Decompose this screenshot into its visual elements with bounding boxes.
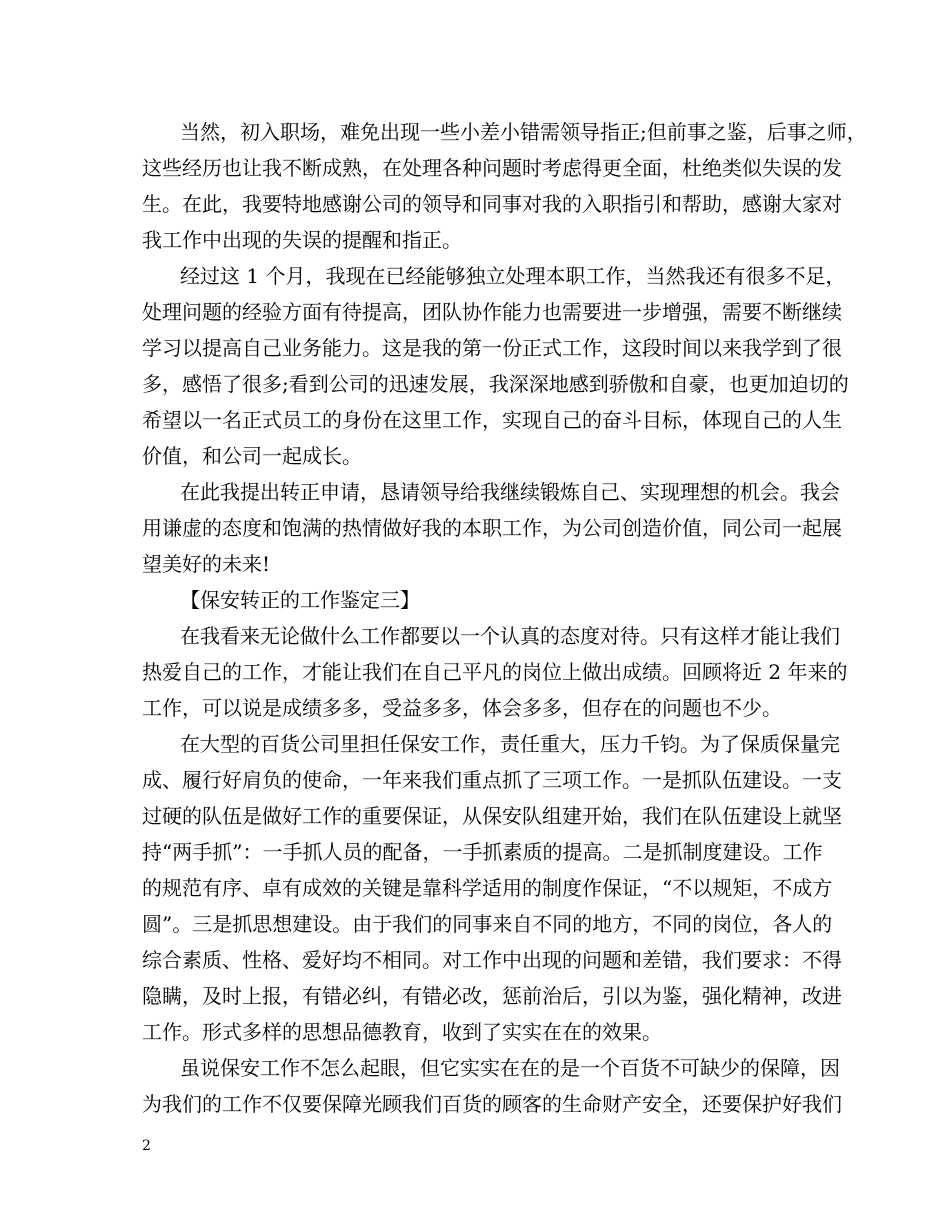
paragraph-line: 用谦虚的态度和饱满的热情做好我的本职工作，为公司创造价值，同公司一起展 bbox=[142, 516, 842, 540]
paragraph-line: 当然，初入职场，难免出现一些小差小错需领导指正;但前事之鉴，后事之师， bbox=[180, 120, 867, 144]
paragraph-line: 生。在此，我要特地感谢公司的领导和同事对我的入职指引和帮助，感谢大家对 bbox=[142, 192, 842, 216]
section-heading: 【保安转正的工作鉴定三】 bbox=[180, 588, 420, 612]
paragraph-line: 多，感悟了很多;看到公司的迅速发展，我深深地感到骄傲和自豪，也更加迫切的 bbox=[142, 372, 849, 396]
paragraph-line: 工作。形式多样的思想品德教育，收到了实实在在的效果。 bbox=[142, 1020, 662, 1044]
paragraph-line: 为我们的工作不仅要保障光顾我们百货的顾客的生命财产安全，还要保护好我们 bbox=[142, 1092, 842, 1116]
paragraph-line: 在我看来无论做什么工作都要以一个认真的态度对待。只有这样才能让我们 bbox=[180, 624, 840, 648]
paragraph-line: 虽说保安工作不怎么起眼，但它实实在在的是一个百货不可缺少的保障，因 bbox=[180, 1056, 840, 1080]
paragraph-line: 这些经历也让我不断成熟，在处理各种问题时考虑得更全面，杜绝类似失误的发 bbox=[142, 156, 842, 180]
paragraph-line: 热爱自己的工作，才能让我们在自己平凡的岗位上做出成绩。回顾将近 2 年来的 bbox=[142, 660, 848, 684]
paragraph-line: 持“两手抓”：一手抓人员的配备，一手抓素质的提高。二是抓制度建设。工作 bbox=[142, 840, 823, 864]
paragraph-line: 在大型的百货公司里担任保安工作，责任重大，压力千钧。为了保质保量完 bbox=[180, 732, 840, 756]
paragraph-line: 圆”。三是抓思想建设。由于我们的同事来自不同的地方，不同的岗位，各人的 bbox=[142, 912, 833, 936]
paragraph-line: 隐瞒，及时上报，有错必纠，有错必改，惩前治后，引以为鉴，强化精神，改进 bbox=[142, 984, 842, 1008]
paragraph-line: 成、履行好肩负的使命，一年来我们重点抓了三项工作。一是抓队伍建设。一支 bbox=[142, 768, 842, 792]
paragraph-line: 学习以提高自己业务能力。这是我的第一份正式工作，这段时间以来我学到了很 bbox=[142, 336, 842, 360]
paragraph-line: 我工作中出现的失误的提醒和指正。 bbox=[142, 228, 462, 252]
paragraph-line: 综合素质、性格、爱好均不相同。对工作中出现的问题和差错，我们要求：不得 bbox=[142, 948, 842, 972]
paragraph-line: 的规范有序、卓有成效的关键是靠科学适用的制度作保证，“不以规矩，不成方 bbox=[142, 876, 833, 900]
paragraph-line: 过硬的队伍是做好工作的重要保证，从保安队组建开始，我们在队伍建设上就坚 bbox=[142, 804, 842, 828]
paragraph-line: 经过这 1 个月，我现在已经能够独立处理本职工作，当然我还有很多不足， bbox=[180, 264, 846, 288]
paragraph-line: 希望以一名正式员工的身份在这里工作，实现自己的奋斗目标，体现自己的人生 bbox=[142, 408, 842, 432]
paragraph-line: 价值，和公司一起成长。 bbox=[142, 444, 362, 468]
body-text bbox=[142, 114, 867, 1122]
paragraph-line: 在此我提出转正申请，恳请领导给我继续锻炼自己、实现理想的机会。我会 bbox=[180, 480, 840, 504]
page-number: 2 bbox=[142, 1138, 151, 1154]
paragraph-line: 工作，可以说是成绩多多，受益多多，体会多多，但存在的问题也不少。 bbox=[142, 696, 782, 720]
paragraph-line: 望美好的未来! bbox=[142, 552, 271, 576]
paragraph-line: 处理问题的经验方面有待提高，团队协作能力也需要进一步增强，需要不断继续 bbox=[142, 300, 842, 324]
